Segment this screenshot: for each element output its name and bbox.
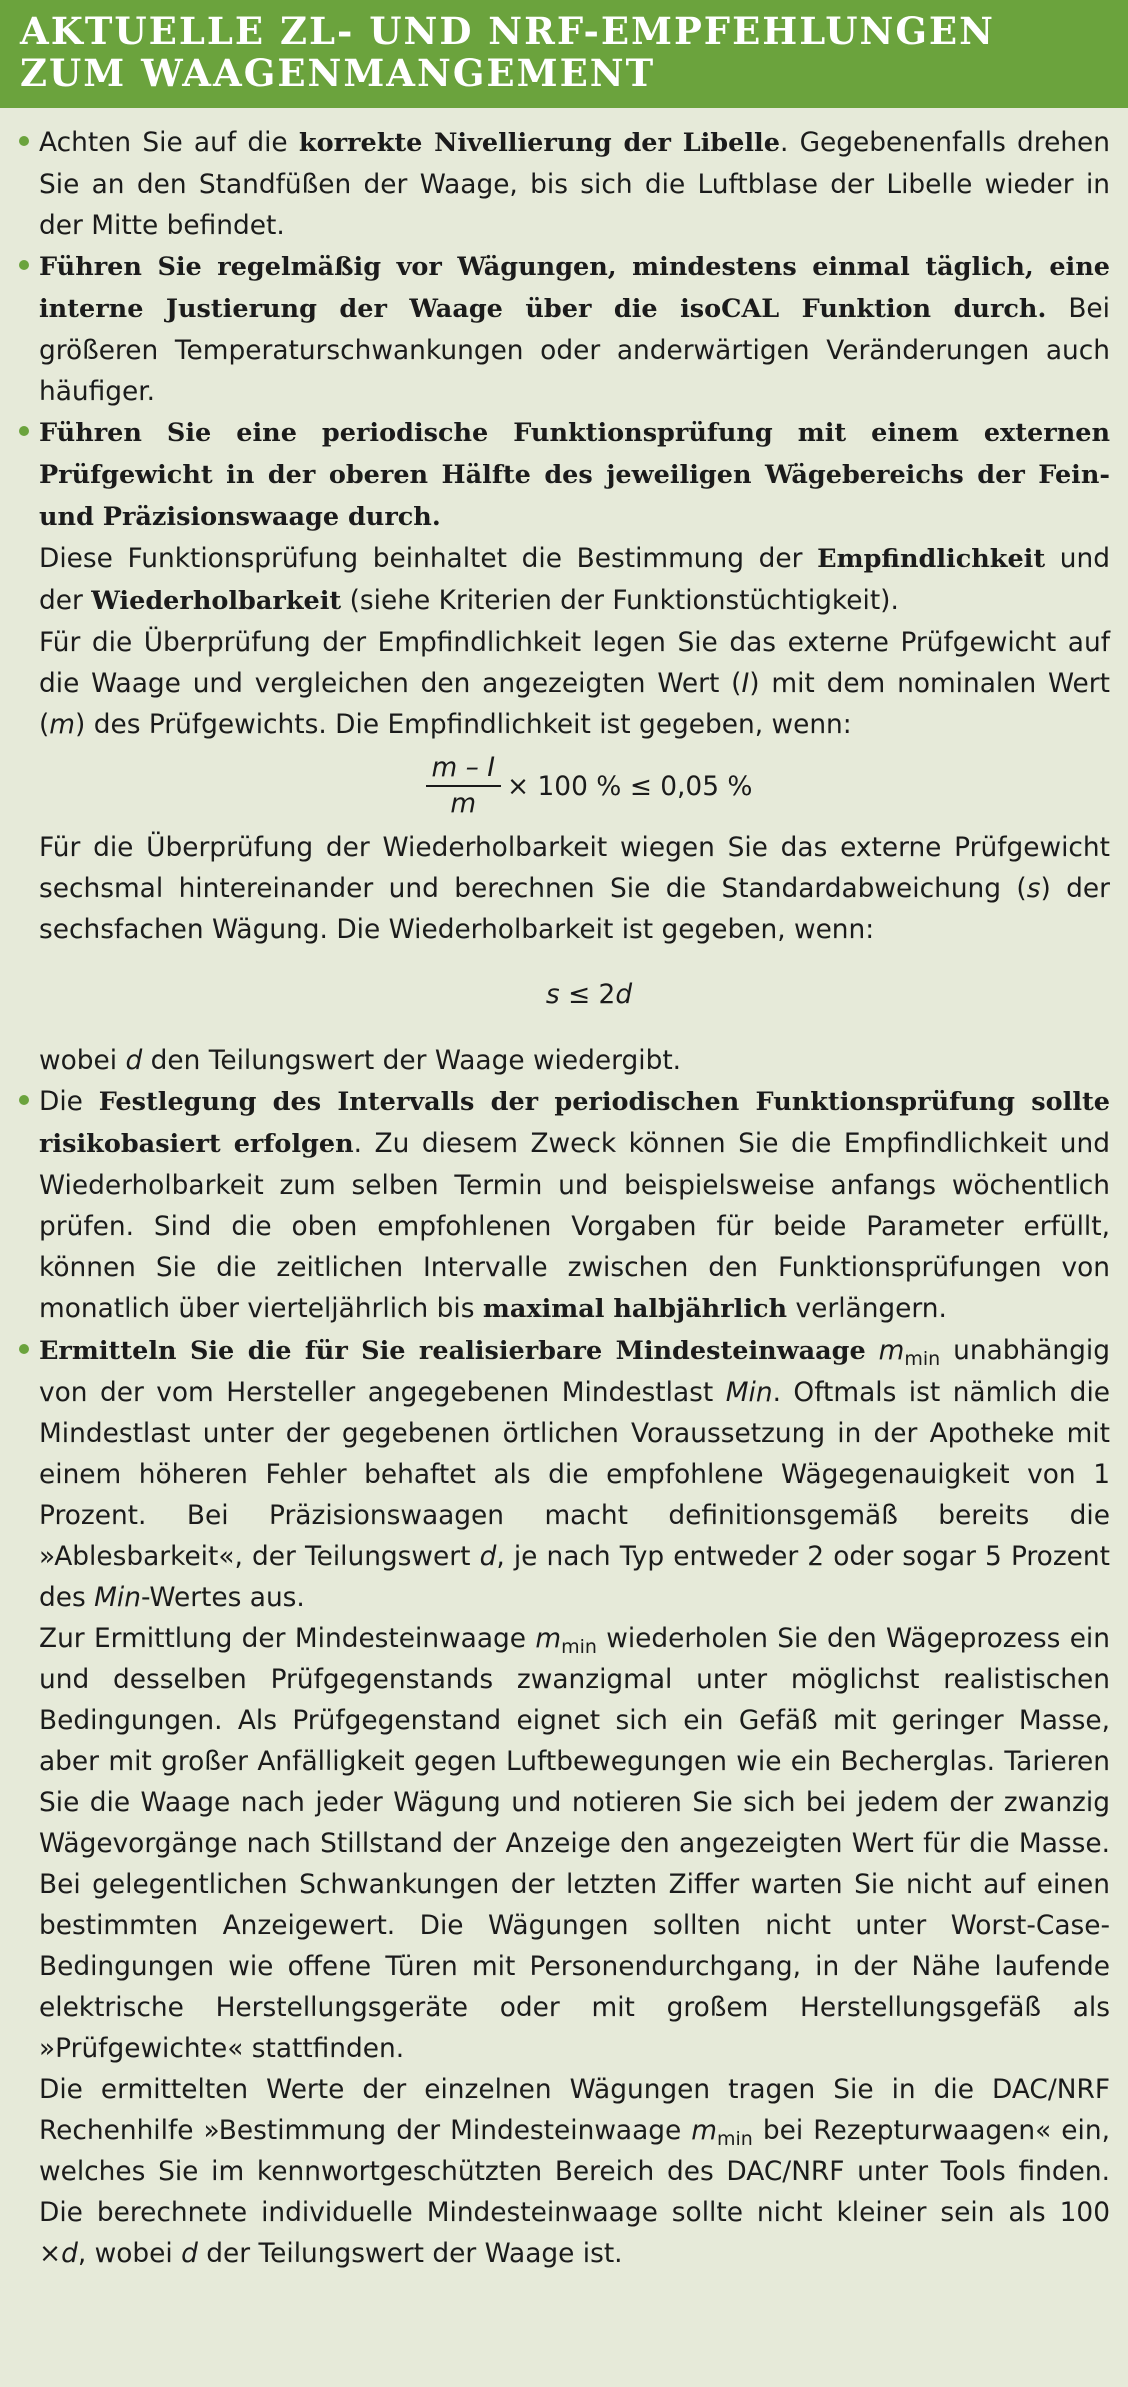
bold-text: Festlegung des Intervalls der periodischen Funktionsprüfung sollte risikobasiert erfolgen <box>39 1087 1111 1159</box>
text: Diese Funktionsprüfung beinhaltet die Bestimmung der <box>39 543 818 574</box>
italic-text: Min <box>725 1377 773 1408</box>
text: ) der sechsfachen Wägung. Die Wiederholbarkeit ist gegeben, wenn: <box>39 873 1110 945</box>
paragraph-rechenhilfe <box>18 2069 1110 2274</box>
formula-empfindlichkeit <box>18 745 1110 827</box>
italic-text: s <box>1026 873 1041 904</box>
text: (siehe Kriterien der Funktionstüchtigkeit). <box>341 585 899 616</box>
subscript: min <box>904 1348 941 1370</box>
text: den Teilungswert der Waage wiedergibt. <box>142 1045 682 1076</box>
bullet-funktionspruefung <box>18 412 1110 538</box>
paragraph-teilungswert <box>18 1040 1110 1081</box>
italic-text: Min <box>94 1582 141 1613</box>
box-header <box>0 0 1128 108</box>
bullet-dot-icon <box>19 1344 29 1354</box>
bullet-justierung <box>18 246 1110 412</box>
text: wiederholen Sie den Wägeprozess ein und desselben Prüfgegenstands zwanzigmal unter möglichst realistischen Bedingungen. Als Prüfgegenstand eignet sich ein Gefäß mit geringer Masse, aber mit großer Anfälligkeit gegen Luftbewegungen wie ein Becherglas. Tarieren Sie die Waage nach jeder Wägung und notieren Sie sich bei jedem der zwanzig Wägevorgänge nach Stillstand der Anzeige den angezeigten Wert für die Masse. Bei gelegentlichen Schwankungen der letzten Ziffer warten Sie nicht auf einen bestimmten Anzeigewert. Die Wägungen sollten nicht unter Worst-Case-Bedingungen wie offene Türen mit Personendurchgang, in der Nähe laufende elektrische Herstellungsgeräte oder mit großem Herstellungsgefäß als »Prüfgewichte« stattfinden. <box>39 1623 1110 2064</box>
bullet-mindesteinwaage <box>18 1330 1110 1618</box>
bold-text: Ermitteln Sie die für Sie realisierbare Mindesteinwaage <box>39 1336 866 1366</box>
text: Für die Überprüfung der Wiederholbarkeit wiegen Sie das externe Prüfgewicht sechsmal hintereinander und berechnen Sie die Standardabweichung ( <box>39 832 1110 904</box>
paragraph-ermittlung <box>18 1618 1110 2069</box>
italic-text: d <box>125 1045 143 1076</box>
text: Achten Sie auf die <box>39 127 299 158</box>
paragraph-empfindlichkeit <box>18 622 1110 745</box>
text: Bei größeren Temperaturschwankungen oder anderwärtigen Veränderungen auch häufiger. <box>39 293 1110 407</box>
text: verlängern. <box>787 1293 947 1324</box>
italic-text: I <box>741 668 750 699</box>
bold-text: Wiederholbarkeit <box>91 586 342 616</box>
bullet-dot-icon <box>19 1095 29 1105</box>
subscript: min <box>717 2128 753 2150</box>
text: . Zu diesem Zweck können Sie die Empfindlichkeit und Wiederholbarkeit zum selben Termin und beispielsweise anfangs wöchentlich prüfen. Sind die oben empfohlenen Vorgaben für beide Parameter erfüllt, können Sie die zeitlichen Intervalle zwischen den Funktionsprüfungen von monatlich über vierteljährlich bis <box>39 1128 1110 1324</box>
italic-text: m <box>878 1335 905 1366</box>
text: , wobei <box>77 2238 182 2269</box>
italic-text: m <box>691 2115 718 2146</box>
text: und der <box>39 543 1111 616</box>
bold-text: maximal halbjährlich <box>482 1294 788 1324</box>
formula-wiederholbarkeit <box>18 950 1110 1040</box>
text: Die ermittelten Werte der einzelnen Wägungen tragen Sie in die DAC/NRF Rechenhilfe »Bestimmung der Mindesteinwaage <box>39 2074 1110 2146</box>
bullet-dot-icon <box>19 426 29 436</box>
text: , je nach Typ entweder 2 oder sogar 5 Prozent des <box>39 1541 1110 1613</box>
header-title-line-2: ZUM WAAGENMANGEMENT <box>20 51 656 95</box>
formula-rest: × 100 % ≤ 0,05 % <box>507 770 753 802</box>
text: Für die Überprüfung der Empfindlichkeit legen Sie das externe Prüfgewicht auf die Waage und vergleichen den angezeigten Wert ( <box>39 627 1110 699</box>
bullet-dot-icon <box>19 260 29 270</box>
text: unabhängig von der vom Hersteller angegebenen Mindestlast <box>39 1335 1110 1408</box>
italic-text: d <box>479 1541 497 1572</box>
bold-text: korrekte Nivellierung der Libelle <box>298 128 780 158</box>
header-title-line-1: AKTUELLE ZL- UND NRF-EMPFEHLUNGEN <box>20 9 995 53</box>
subscript: min <box>561 1636 597 1658</box>
text: bei Rezepturwaagen« ein, welches Sie im kennwortgeschützten Bereich des DAC/NRF unter Tools finden. Die berechnete individuelle Mindesteinwaage sollte nicht kleiner sein als 100 × <box>39 2115 1110 2269</box>
text: . Oftmals ist nämlich die Mindestlast unter der gegebenen örtlichen Voraussetzung in der Apotheke mit einem höheren Fehler behaftet als die empfohlene Wägegenauigkeit von 1 Prozent. Bei Präzisionswaagen macht definitionsgemäß bereits die »Ablesbarkeit«, der Teilungswert <box>39 1377 1111 1572</box>
italic-text: d <box>61 2238 78 2269</box>
bold-text: Empfindlichkeit <box>817 544 1046 574</box>
paragraph-wiederholbarkeit <box>18 827 1110 950</box>
text: wobei <box>39 1045 126 1076</box>
text: -Wertes aus. <box>140 1582 305 1613</box>
bullet-intervall <box>18 1081 1110 1330</box>
italic-text: d <box>615 979 633 1010</box>
formula-fraction <box>426 751 501 821</box>
bold-text: Führen Sie regelmäßig vor Wägungen, mindestens einmal täglich, eine interne Justierung der Waage über die isoCAL Funktion durch. <box>39 252 1110 324</box>
italic-text: s <box>545 979 560 1010</box>
text: . Gegebenenfalls drehen Sie an den Standfüßen der Waage, bis sich die Luftblase der Libelle wieder in der Mitte befindet. <box>39 127 1111 241</box>
text: ) des Prüfgewichts. Die Empfindlichkeit ist gegeben, wenn: <box>75 709 852 740</box>
box-content <box>0 108 1128 2274</box>
italic-text: m <box>535 1623 562 1654</box>
fraction-numerator: m – I <box>426 751 501 787</box>
text: ) mit dem nominalen Wert ( <box>39 668 1110 740</box>
bullet-nivellierung <box>18 122 1110 246</box>
text: Zur Ermittlung der Mindesteinwaage <box>39 1623 536 1654</box>
italic-text: d <box>181 2238 198 2269</box>
bullet-dot-icon <box>19 136 29 146</box>
text: Die <box>39 1086 99 1117</box>
bold-text: Führen Sie eine periodische Funktionsprüfung mit einem externen Prüfgewicht in der oberen Hälfte des jeweiligen Wägebereichs der Fein- und Präzisionswaage durch. <box>39 418 1110 532</box>
italic-text: m <box>49 709 76 740</box>
text: ≤ 2 <box>559 979 616 1010</box>
paragraph-funktionspruefung-inhalt <box>18 538 1110 622</box>
fraction-denominator: m <box>450 788 477 819</box>
text: der Teilungswert der Waage ist. <box>197 2238 623 2269</box>
